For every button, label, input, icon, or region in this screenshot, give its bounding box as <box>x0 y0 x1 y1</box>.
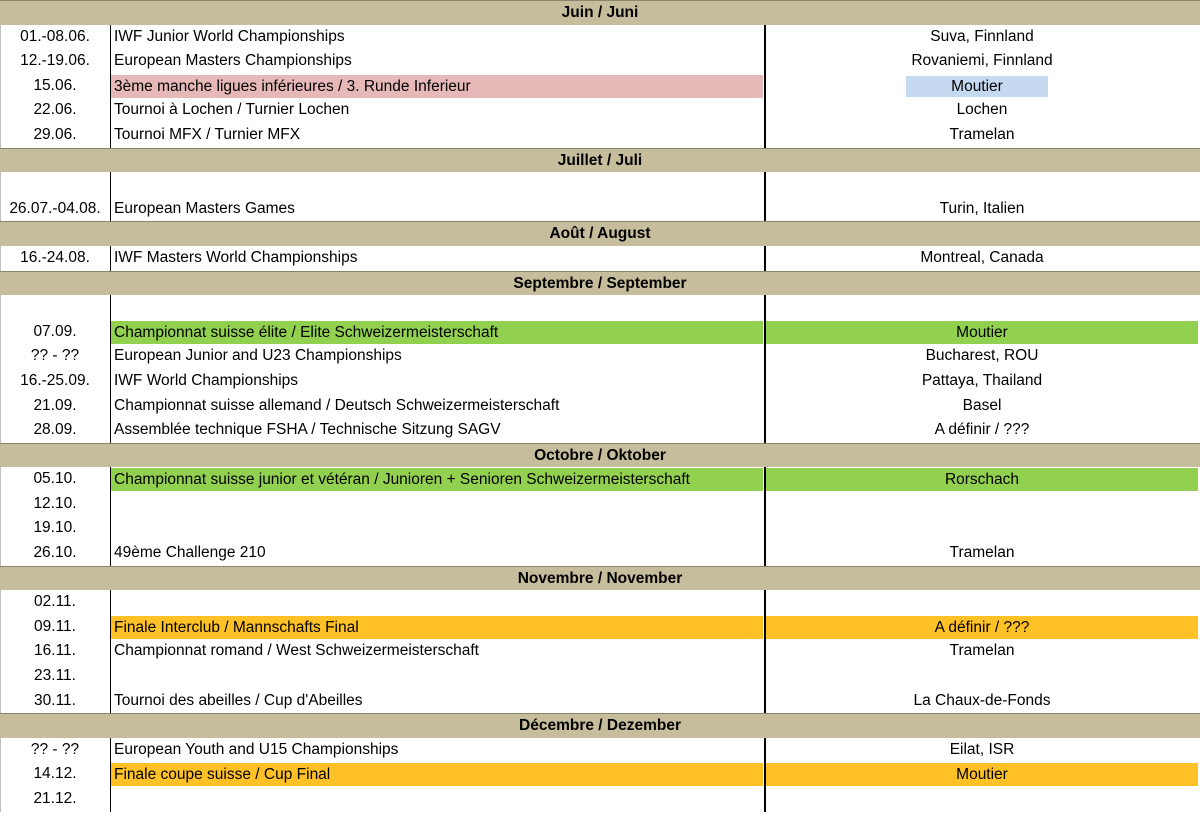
event-date <box>0 295 110 320</box>
event-date: 07.09. <box>33 322 77 340</box>
event-row <box>0 738 1200 763</box>
event-row <box>0 25 1200 50</box>
event-row <box>0 320 1200 345</box>
event-location: A définir / ??? <box>766 616 1198 639</box>
event-name: Tournoi MFX / Turnier MFX <box>114 125 301 143</box>
event-row <box>0 639 1200 664</box>
event-location: Rorschach <box>766 468 1198 491</box>
event-row <box>0 418 1200 443</box>
event-name: European Masters Championships <box>114 52 352 70</box>
event-location: Basel <box>962 396 1002 414</box>
event-row <box>0 492 1200 517</box>
month-title: Octobre / Oktober <box>534 446 666 464</box>
event-date: 21.12. <box>33 790 77 807</box>
month-title: Décembre / Dezember <box>519 717 681 735</box>
event-location: Moutier <box>766 321 1198 344</box>
event-name: European Masters Games <box>114 199 295 217</box>
event-name: Tournoi des abeilles / Cup d'Abeilles <box>114 691 363 709</box>
event-location <box>766 590 1198 615</box>
column-divider <box>764 74 766 99</box>
event-row <box>0 664 1200 689</box>
event-row <box>0 369 1200 394</box>
event-name: Championnat suisse allemand / Deutsch Schweizermeisterschaft <box>114 396 560 414</box>
event-location <box>766 787 1198 812</box>
event-row <box>0 541 1200 566</box>
event-row <box>0 516 1200 541</box>
event-row <box>0 590 1200 615</box>
month-header-octobre <box>0 443 1200 468</box>
month-header-aout <box>0 221 1200 246</box>
event-location: Tramelan <box>949 642 1015 660</box>
month-header-septembre <box>0 271 1200 296</box>
event-date: 26.10. <box>33 544 77 562</box>
event-location: Tramelan <box>949 544 1015 562</box>
event-name: Finale Interclub / Mannschafts Final <box>111 616 763 639</box>
event-date: 23.11. <box>34 667 76 685</box>
event-date: ?? - ?? <box>30 740 80 758</box>
event-name <box>111 664 763 689</box>
event-date: 01.-08.06. <box>20 27 90 45</box>
event-name <box>111 590 763 615</box>
event-name: 49ème Challenge 210 <box>114 544 266 562</box>
month-title: Août / August <box>549 225 651 243</box>
event-location: Moutier <box>906 76 1048 97</box>
event-date: 09.11. <box>34 617 76 635</box>
month-title: Juin / Juni <box>561 4 639 21</box>
event-date: ?? - ?? <box>30 347 80 365</box>
event-name: European Youth and U15 Championships <box>114 740 399 758</box>
event-row <box>0 344 1200 369</box>
event-location: Eilat, ISR <box>949 740 1015 758</box>
event-date: 28.09. <box>33 421 77 439</box>
event-row <box>0 74 1200 99</box>
month-header-novembre <box>0 566 1200 591</box>
event-date: 29.06. <box>33 125 77 143</box>
event-date: 19.10. <box>33 519 77 537</box>
event-name <box>111 295 763 320</box>
month-title: Juillet / Juli <box>557 151 643 169</box>
event-date: 22.06. <box>33 101 77 119</box>
event-date: 12.-19.06. <box>20 52 90 70</box>
event-location: La Chaux-de-Fonds <box>913 691 1051 709</box>
event-name <box>111 787 763 812</box>
event-location <box>766 172 1198 197</box>
event-row <box>0 787 1200 812</box>
event-date: 16.11. <box>34 642 76 660</box>
event-date: 15.06. <box>33 76 77 94</box>
event-name: IWF World Championships <box>114 371 299 389</box>
event-row <box>0 123 1200 148</box>
event-name: European Junior and U23 Championships <box>114 347 402 365</box>
event-date: 16.-25.09. <box>20 371 90 389</box>
event-location <box>766 664 1198 689</box>
event-location: Lochen <box>956 101 1008 119</box>
event-name <box>111 492 763 517</box>
event-row <box>0 295 1200 320</box>
event-date <box>0 172 110 197</box>
event-location: Pattaya, Thailand <box>921 371 1043 389</box>
month-header-juillet <box>0 148 1200 173</box>
event-date: 12.10. <box>33 494 77 512</box>
event-name: IWF Masters World Championships <box>114 248 358 266</box>
event-location <box>766 295 1198 320</box>
event-name: 3ème manche ligues inférieures / 3. Runde Inferieur <box>111 75 763 98</box>
event-name: Championnat suisse élite / Elite Schweizermeisterschaft <box>111 321 763 344</box>
event-row <box>0 615 1200 640</box>
event-location <box>766 516 1198 541</box>
event-date: 21.09. <box>33 396 77 414</box>
event-location <box>766 492 1198 517</box>
event-location: Suva, Finnland <box>930 27 1034 45</box>
event-name: Championnat suisse junior et vétéran / Junioren + Senioren Schweizermeisterschaft <box>111 468 763 491</box>
event-location: Turin, Italien <box>939 199 1025 217</box>
event-date: 16.-24.08. <box>20 248 90 266</box>
event-row <box>0 98 1200 123</box>
event-date: 30.11. <box>34 691 76 709</box>
event-location: Montreal, Canada <box>920 248 1044 266</box>
month-title: Novembre / November <box>517 569 683 587</box>
event-date: 14.12. <box>33 765 77 783</box>
event-name <box>111 516 763 541</box>
event-name: Finale coupe suisse / Cup Final <box>111 763 763 786</box>
event-date: 05.10. <box>33 470 77 488</box>
event-location: Bucharest, ROU <box>925 347 1039 365</box>
event-row <box>0 246 1200 271</box>
event-row <box>0 394 1200 419</box>
event-location: Moutier <box>766 763 1198 786</box>
event-name: Tournoi à Lochen / Turnier Lochen <box>114 101 350 119</box>
event-name: IWF Junior World Championships <box>114 27 345 45</box>
event-row <box>0 49 1200 74</box>
event-row <box>0 689 1200 714</box>
event-name: Assemblée technique FSHA / Technische Sitzung SAGV <box>114 421 501 439</box>
event-name: Championnat romand / West Schweizermeisterschaft <box>114 642 479 660</box>
event-row <box>0 762 1200 787</box>
event-date: 26.07.-04.08. <box>9 199 101 217</box>
event-location: Rovaniemi, Finnland <box>911 52 1053 70</box>
event-row <box>0 172 1200 197</box>
event-row <box>0 197 1200 222</box>
month-header-decembre <box>0 713 1200 738</box>
event-date: 02.11. <box>34 593 76 611</box>
month-title: Septembre / September <box>513 274 687 292</box>
event-name <box>111 172 763 197</box>
month-header-juin <box>0 0 1200 25</box>
event-row <box>0 467 1200 492</box>
event-location: A définir / ??? <box>934 421 1030 439</box>
event-location: Tramelan <box>949 125 1015 143</box>
